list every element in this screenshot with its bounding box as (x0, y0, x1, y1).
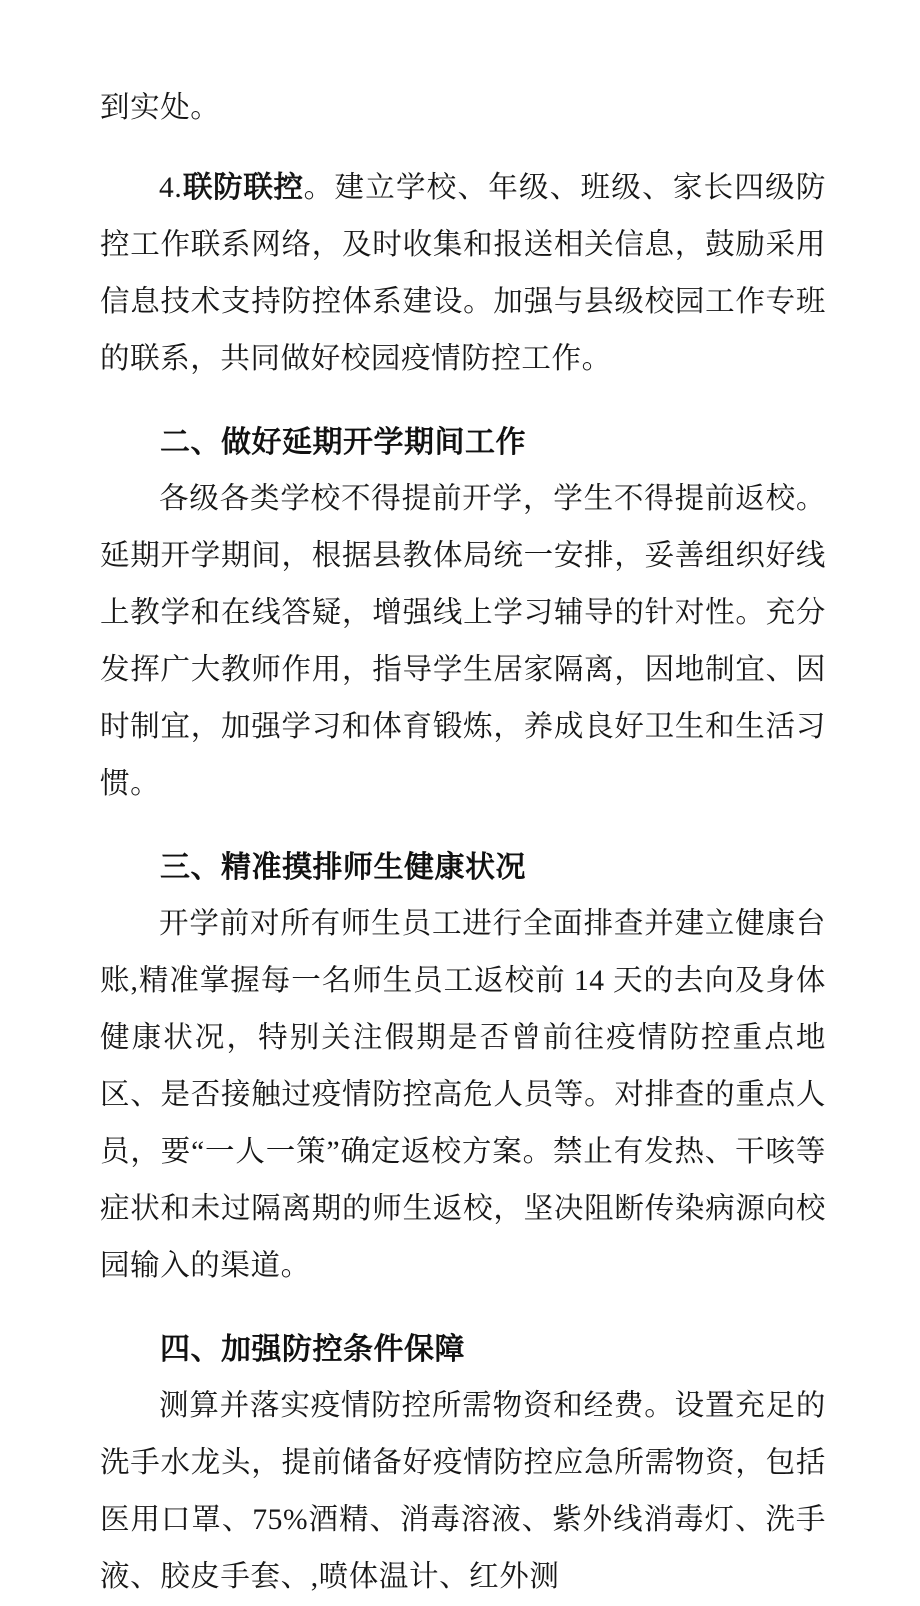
section-gap (100, 813, 826, 839)
section-two-body: 各级各类学校不得提前开学，学生不得提前返校。延期开学期间，根据县教体局统一安排，妥善组织好线上教学和在线答疑，增强线上学习辅导的针对性。充分发挥广大教师作用，指导学生居家隔离，因地制宜、因时制宜，加强学习和体育锻炼，养成良好卫生和生活习惯。 (100, 483, 826, 800)
section-heading-three: 三、精准摸排师生健康状况 (160, 851, 526, 884)
item-number-separator: . (174, 172, 183, 204)
item-body-text: 建立学校、年级、班级、家长四级防控工作联系网络，及时收集和报送相关信息，鼓励采用信息技术支持防控体系建设。加强与县级校园工作专班的联系，共同做好校园疫情防控工作。 (100, 172, 826, 375)
item-number: 4 (159, 172, 175, 204)
inline-number-alcohol-percent: 75% (252, 1504, 309, 1536)
paragraph-continuation-line: 到实处。 (100, 92, 221, 124)
paragraph-gap (100, 137, 826, 159)
section-four-body (100, 1378, 826, 1606)
section-three-text-before-number: 开学前对所有师生员工进行全面排查并建立健康台账,精准掌握每一名师生员工返校前 (100, 908, 826, 997)
inline-number-days: 14 (573, 965, 605, 997)
section-four-text-after-number: 酒精、消毒溶液、紫外线消毒灯、洗手液、胶皮手套、,喷体温计、红外测 (100, 1504, 826, 1593)
document-text-column (100, 80, 826, 1606)
item-bold-title: 联防联控 (182, 171, 304, 204)
section-three-body (100, 896, 826, 1295)
section-heading-four: 四、加强防控条件保障 (160, 1333, 465, 1366)
item-title-punctuation: 。 (303, 172, 335, 204)
section-three-text-after-number: 天的去向及身体健康状况，特别关注假期是否曾前往疫情防控重点地区、是否接触过疫情防控高危人员等。对排查的重点人员，要“一人一策”确定返校方案。禁止有发热、干咳等症状和未过隔离期的师生返校，坚决阻断传染病源向校园输入的渠道。 (100, 965, 826, 1282)
section-heading-two: 二、做好延期开学期间工作 (160, 426, 526, 459)
section-gap (100, 1295, 826, 1321)
section-four-text-before-number: 测算并落实疫情防控所需物资和经费。设置充足的洗手水龙头，提前储备好疫情防控应急所需物资，包括医用口罩、 (100, 1390, 826, 1536)
section-gap (100, 388, 826, 414)
numbered-item-4 (100, 159, 826, 388)
